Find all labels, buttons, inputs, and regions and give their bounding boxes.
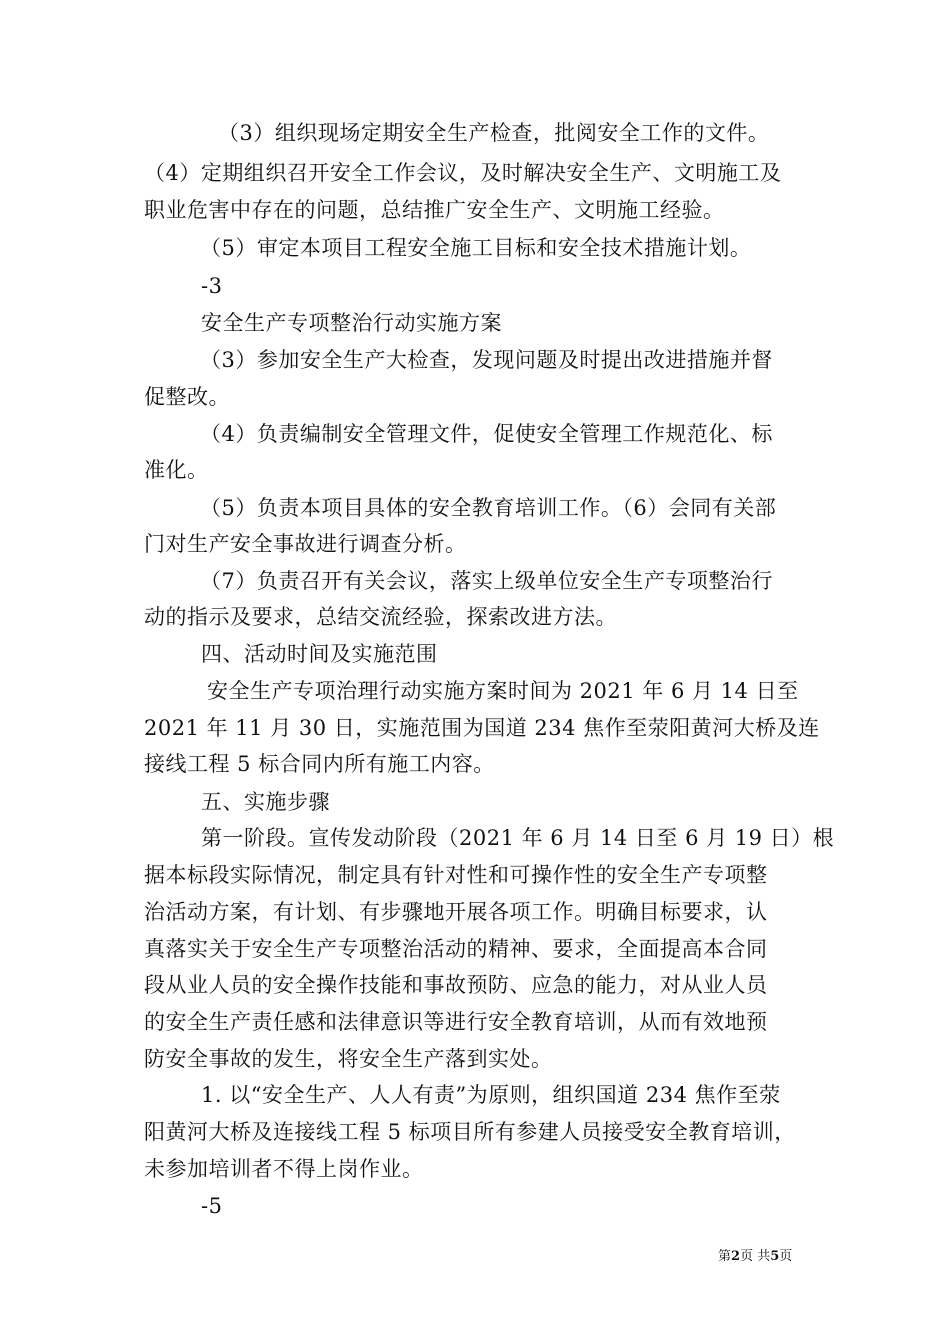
page-marker: -3 (201, 274, 223, 298)
text-line: 接线工程 5 标合同内所有施工内容。 (144, 752, 495, 776)
text-line: 安全生产专项治理行动实施方案时间为 2021 年 6 月 14 日至 (207, 679, 799, 703)
text-line: 门对生产安全事故进行调查分析。 (144, 532, 467, 556)
footer-prefix: 第 (718, 1249, 732, 1264)
text-line: 防安全事故的发生，将安全生产落到实处。 (144, 1047, 553, 1071)
text-line: 阳黄河大桥及连接线工程 5 标项目所有参建人员接受安全教育培训， (144, 1120, 796, 1144)
text-line: 1. 以“安全生产、人人有责”为原则，组织国道 234 焦作至荥 (201, 1083, 781, 1107)
text-line: 促整改。 (144, 385, 230, 409)
text-line: 据本标段实际情况，制定具有针对性和可操作性的安全生产专项整 (144, 863, 768, 887)
text-line: 真落实关于安全生产专项整治活动的精神、要求，全面提高本合同 (144, 937, 768, 961)
current-page-number: 2 (731, 1249, 741, 1264)
text-line: 第一阶段。宣传发动阶段（2021 年 6 月 14 日至 6 月 19 日）根 (201, 826, 835, 850)
total-page-number: 5 (770, 1249, 780, 1264)
text-line: 段从业人员的安全操作技能和事故预防、应急的能力，对从业人员 (144, 973, 768, 997)
text-line: 治活动方案，有计划、有步骤地开展各项工作。明确目标要求，认 (144, 900, 768, 924)
text-line: 动的指示及要求，总结交流经验，探索改进方法。 (144, 605, 617, 629)
text-line: 准化。 (144, 458, 209, 482)
text-line: （3）参加安全生产大检查，发现问题及时提出改进措施并督 (200, 348, 773, 372)
text-line: （5）审定本项目工程安全施工目标和安全技术措施计划。 (200, 236, 752, 260)
section-heading: 安全生产专项整治行动实施方案 (201, 311, 502, 335)
text-line: （4）负责编制安全管理文件，促使安全管理工作规范化、标 (200, 422, 773, 446)
text-line: （3）组织现场定期安全生产检查，批阅安全工作的文件。 (218, 121, 770, 145)
text-line: （4）定期组织召开安全工作会议，及时解决安全生产、文明施工及 (144, 161, 782, 185)
text-line: （7）负责召开有关会议，落实上级单位安全生产专项整治行 (200, 569, 773, 593)
section-heading: 五、实施步骤 (201, 790, 330, 814)
section-heading: 四、活动时间及实施范围 (201, 642, 438, 666)
text-line: 2021 年 11 月 30 日，实施范围为国道 234 焦作至荥阳黄河大桥及连 (144, 716, 820, 740)
page-marker: -5 (201, 1194, 223, 1218)
page-footer (718, 1249, 792, 1265)
footer-middle: 页 共 (740, 1249, 771, 1264)
footer-suffix: 页 (779, 1249, 793, 1264)
text-line: （5）负责本项目具体的安全教育培训工作。（6）会同有关部 (200, 496, 777, 520)
text-line: 未参加培训者不得上岗作业。 (144, 1157, 424, 1181)
text-line: 职业危害中存在的问题，总结推广安全生产、文明施工经验。 (144, 198, 725, 222)
text-line: 的安全生产责任感和法律意识等进行安全教育培训，从而有效地预 (144, 1010, 768, 1034)
